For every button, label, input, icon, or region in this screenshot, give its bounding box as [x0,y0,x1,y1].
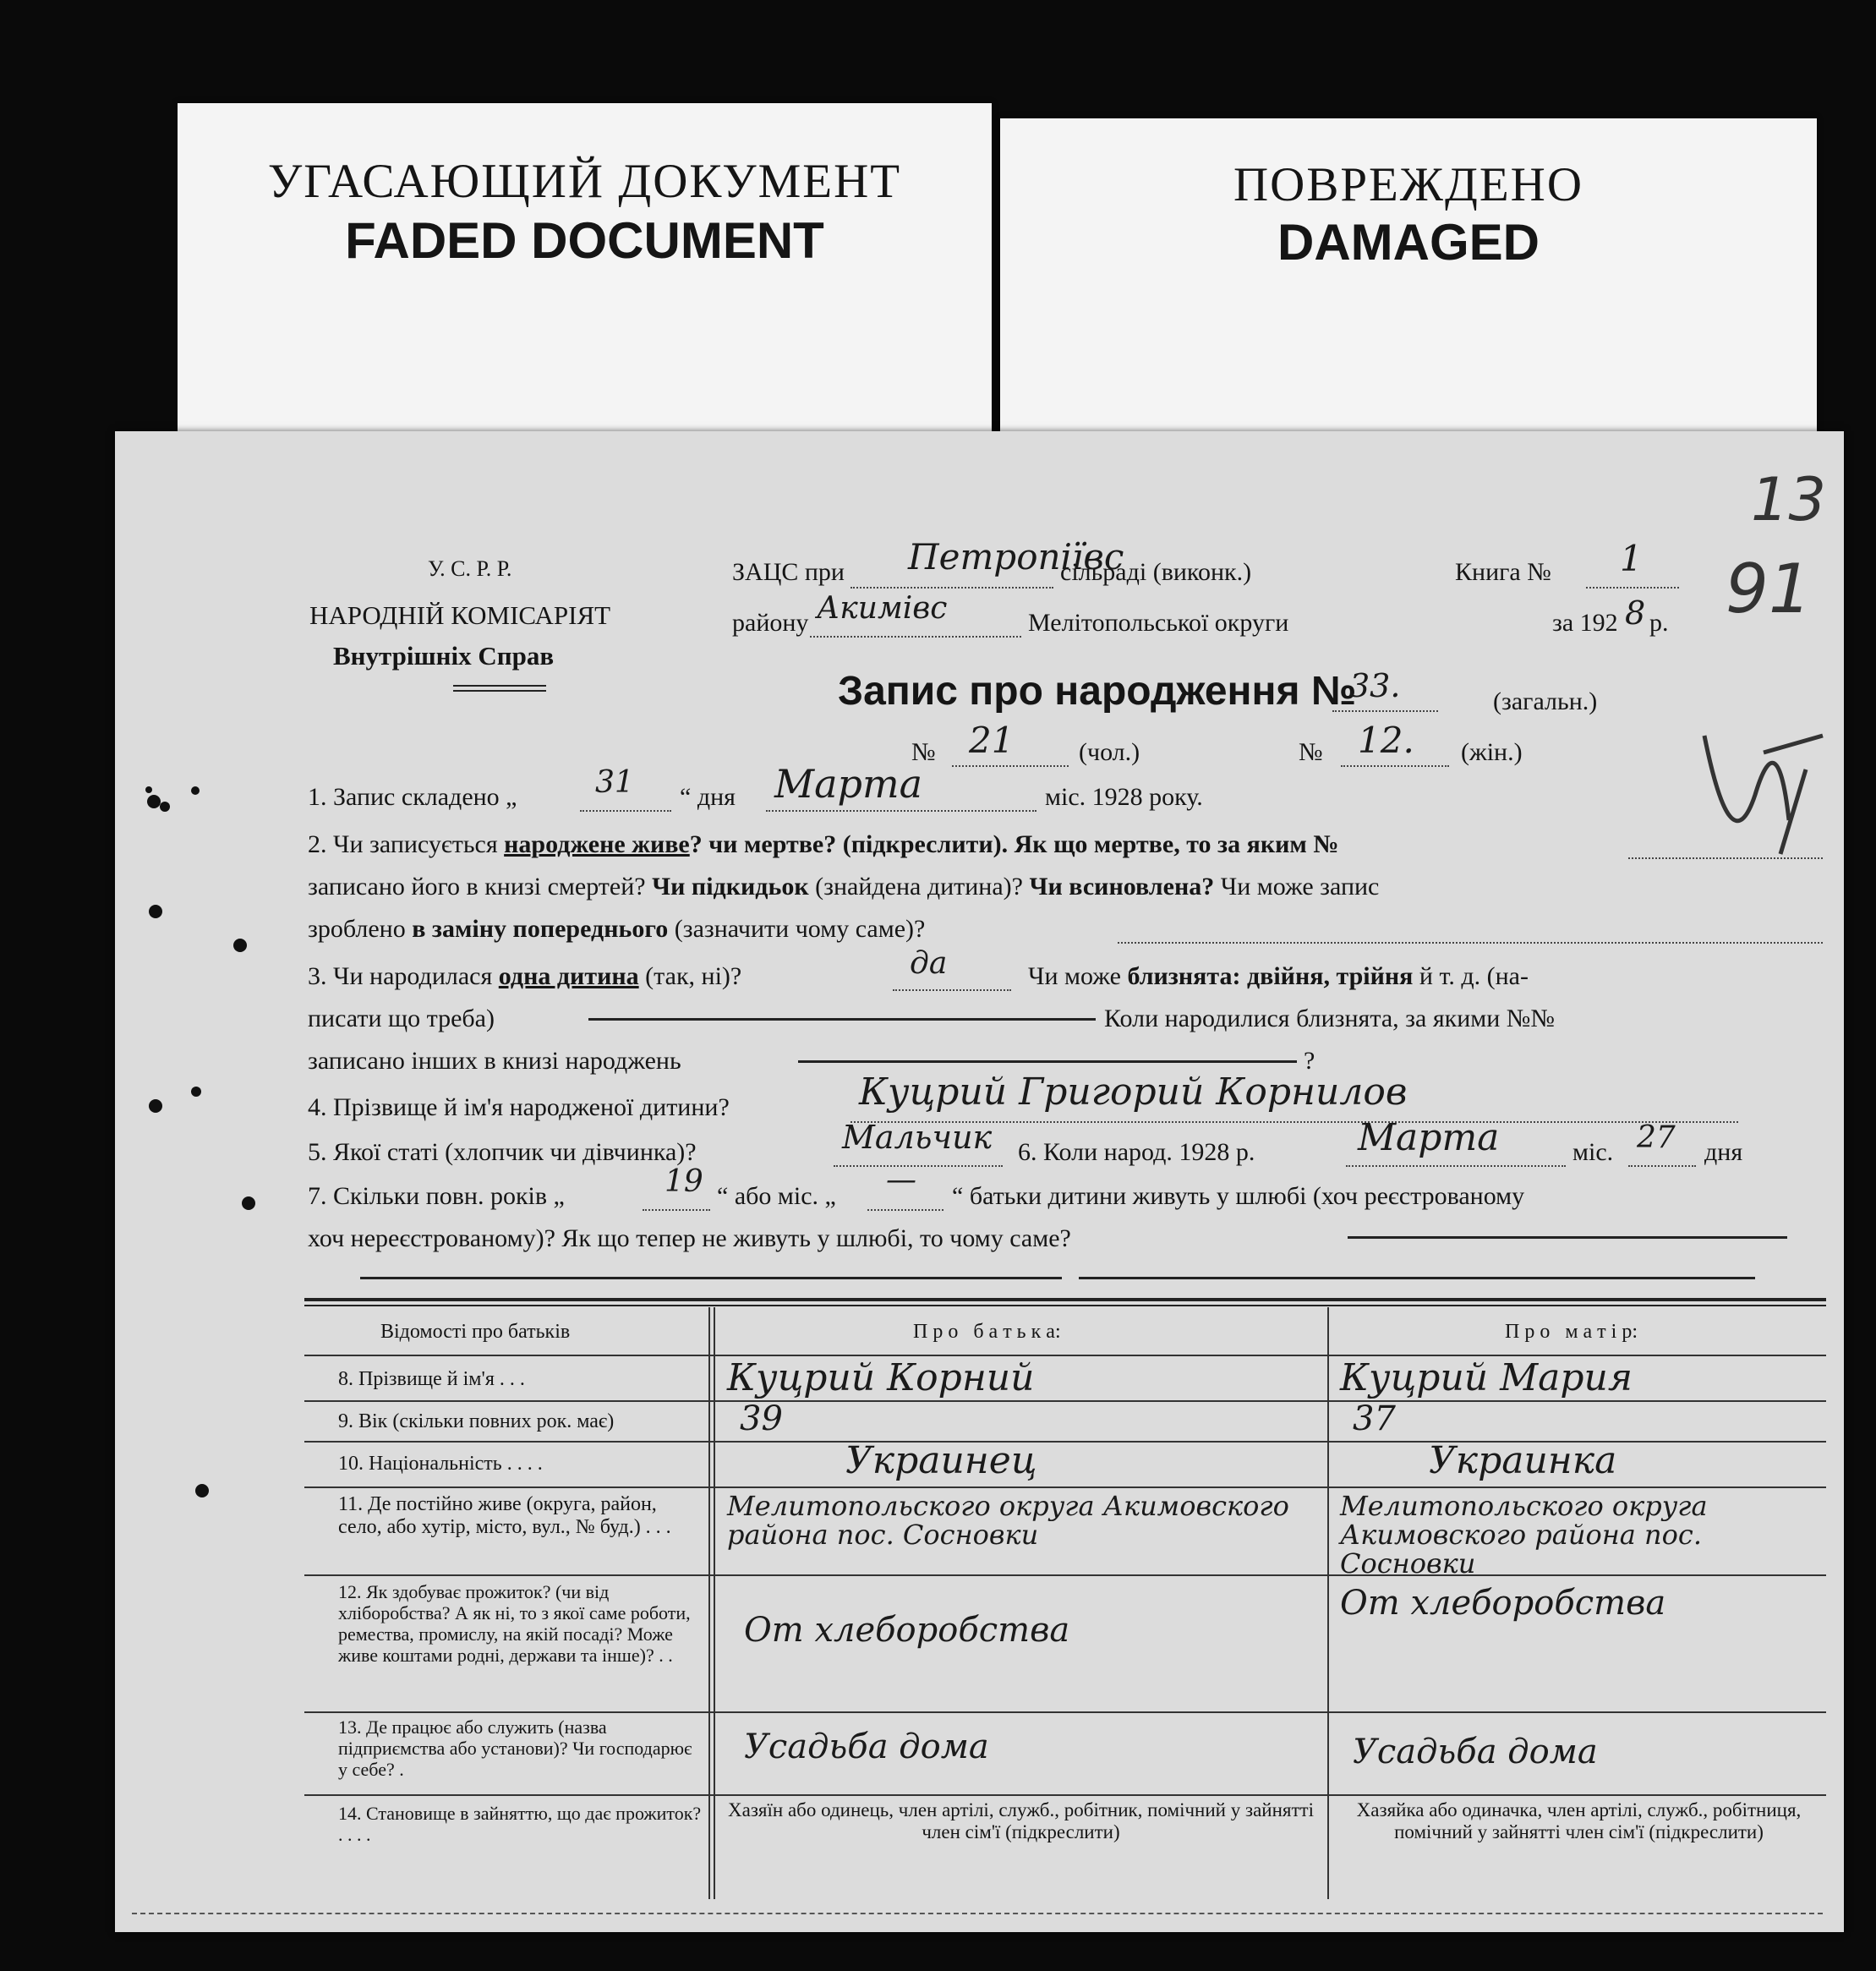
row-9-father: 39 [740,1399,783,1438]
q7-months-value: — [886,1163,916,1197]
zhin-value: 12. [1358,720,1414,761]
row-10-label: 10. Національність . . . . [338,1453,543,1475]
q2-line1: 2. Чи записується народжене живе? чи мертве? (підкреслити). Як що мертве, то за яким № [308,830,1339,858]
margin-scribble [1687,719,1831,862]
faded-document-card [178,103,992,467]
punch-hole [191,786,200,795]
birth-record-form: 13 91 У. С. Р. Р. НАРОДНІЙ КОМІСАРІЯТ Внутрішніх Справ ЗАЦС при Петропіївс сільраді (виконк.) Книга № 1 району Акимівс Мелітопольської округи за 192 8 р. Запис про народження № 33. (загальн.) № 21 (чол.) № 12. (жін.) 1. Запис складено „ 31 “ дня Марта міс. 1928 року. 2. Чи записується народжене живе? чи мертве? (підкреслити). Як що мертве, то за яким № записано його в книзі смертей? Чи підкидьок (знайдена дитина)? Чи всиновлена? Чи може запис зроблено в заміну попереднього (зазначити чому саме)? 3. Чи народилася одна дитина (так, ні)? да Чи може близнята: двійня, трійня й т. д. (на- писати що треба) Коли народилися близнята, за якими №№ записано інших в книзі народжень ? 4. Прізвище й ім'я народженої дитини? Куцрий Григорий Корнилов 5. Якої статі (хлопчик чи дівчинка)? Мальчик 6. Коли народ. 1928 р. Марта міс. 27 дня 7. Скільки повн. років „ 19 “ або міс. „ — “ батьки дитини живуть у шлюбі (хоч реєстрованому хоч нереєстрованому)? Як що тепер не живуть у шлюбі, то чому саме? Відомості про батьків П р о б а т ь к а: П р о м а т і р: 8. Прізвище й ім'я . . . Куцрий Корний Куцрий Мария 9. Вік (скільки повних рок. має) 39 37 10. Національність . . . . Украинец Украинка 11. Де постійно живе (округа, район, село, або хутір, місто, вул., № буд.) . . . Мелитопольского округа Акимовского района пос. Сосновки Мелитопольского округа Акимовского района пос. Сосновки 12. Як здобуває прожиток? (чи від хліборобства? А як ні, то з якої саме роботи, ремества, промислу, на якій посаді? Може живе коштами родні, держави та інше)? . . От хлеборобства От хлеборобства 13. Де працює або служить (назва підприємства або установи)? Чи господарює у себе? . Усадьба дома Усадьба дома 14. Становище в зайняттю, що дає прожиток? . . . . Хазяїн або одинець, член артілі, служб., робітник, помічний у зайнятті член сім'ї (підкреслити) Хазяйка або одиначка, член артілі, служб., робітниця, помічний у зайнятті член сім'ї (підкреслити) [115,431,1844,1932]
q6-month-value: Марта [1358,1116,1500,1159]
q3-line2-a: писати що треба) [308,1005,495,1032]
row-12-father: От хлеборобства [744,1611,1070,1650]
ussr-abbrev: У. С. Р. Р. [428,556,512,581]
q1-day-label: “ дня [680,783,736,811]
punch-hole [149,905,162,918]
punch-hole [147,795,161,808]
zagaln-label: (загальн.) [1493,687,1598,715]
margin-number-top: 13 [1751,465,1827,534]
q4-label: 4. Прізвище й ім'я народженої дитини? [308,1093,730,1121]
faded-label-en: FADED DOCUMENT [345,212,824,269]
punch-hole [145,786,152,793]
record-title: Запис про народження № [838,669,1357,714]
q7-line1-a: 7. Скільки повн. років „ [308,1182,565,1210]
row-10-father: Украинец [845,1439,1037,1482]
q6-day-value: 27 [1637,1120,1676,1155]
parents-table [304,1307,1826,1899]
table-top-rule [304,1298,1826,1301]
q5-label: 5. Якої статі (хлопчик чи дівчинка)? [308,1138,697,1166]
row-8-father: Куцрий Корний [727,1356,1035,1399]
col-head-info: Відомості про батьків [380,1321,571,1343]
za-year-value: 8 [1625,594,1646,632]
damaged-document-card [1000,118,1817,465]
col-head-mother: П р о м а т і р: [1505,1321,1638,1343]
row-10-mother: Украинка [1429,1439,1617,1482]
zhin-label: № [1299,738,1323,766]
faded-label-ru: УГАСАЮЩИЙ ДОКУМЕНТ [267,155,902,208]
chol-label: № [911,738,936,766]
row-9-label: 9. Вік (скільки повних рок. має) [338,1410,615,1432]
silradi-label: сільраді (виконк.) [1060,558,1252,586]
row-14-label: 14. Становище в зайняттю, що дає прожиток? . . . . [338,1803,702,1845]
row-8-label: 8. Прізвище й ім'я . . . [338,1368,525,1390]
row-13-father: Усадьба дома [744,1727,989,1766]
internal-affairs: Внутрішніх Справ [333,641,555,671]
kniga-value: 1 [1620,538,1643,579]
q7-years-value: 19 [665,1164,703,1199]
chol-suffix: (чол.) [1079,738,1140,766]
rayon-label: району [732,609,809,637]
row-9-mother: 37 [1353,1399,1396,1438]
q1-month-value: Марта [774,761,923,807]
q2-line3: зроблено в заміну попереднього (зазначити чому саме)? [308,915,926,943]
q2-line2: записано його в книзі смертей? Чи підкидьок (знайдена дитина)? Чи всиновлена? Чи може запис [308,873,1380,901]
margin-number-side: 91 [1726,550,1812,628]
punch-hole [233,939,247,952]
q1-prefix: 1. Запис складено „ [308,783,517,811]
row-14-father: Хазяїн або одинець, член артілі, служб., робітник, помічний у зайнятті член сім'ї (підкреслити) [728,1799,1314,1842]
q3-value: да [910,946,948,981]
q3-line1-cont: Чи може близнята: двійня, трійня й т. д. (на- [1028,962,1529,990]
row-14-mother: Хазяйка або одиначка, член артілі, служб., робітниця, помічний у зайнятті член сім'ї (підкреслити) [1356,1799,1802,1842]
za-year-label: за 192 [1552,609,1618,637]
q5-value: Мальчик [842,1119,993,1156]
zags-label: ЗАЦС при [732,558,845,586]
record-number: 33. [1349,667,1401,704]
q1-suffix: міс. 1928 року. [1045,783,1203,811]
q1-day-value: 31 [595,765,634,800]
row-8-mother: Куцрий Мария [1340,1356,1633,1399]
q6-label: 6. Коли народ. 1928 р. [1018,1138,1255,1166]
za-year-suffix: р. [1649,609,1669,637]
rayon-value: Акимівс [817,591,948,626]
zhin-suffix: (жін.) [1461,738,1523,766]
q7-line1-c: “ батьки дитини живуть у шлюбі (хоч реєстрованому [952,1182,1525,1210]
col-head-father: П р о б а т ь к а: [913,1321,1061,1343]
commissariat-title: НАРОДНІЙ КОМІСАРІЯТ [309,600,611,630]
q3-line3: записано інших в книзі народжень [308,1047,681,1075]
row-11-label: 11. Де постійно живе (округа, район, село, або хутір, місто, вул., № буд.) . . . [338,1493,671,1538]
table-top-rule-2 [304,1305,1826,1306]
punch-hole [242,1196,255,1210]
zags-value: Петропіївс [908,536,1124,578]
q7-line1-b: “ або міс. „ [717,1182,836,1210]
damaged-label-ru: ПОВРЕЖДЕНО [1233,158,1583,211]
chol-value: 21 [969,720,1015,761]
row-13-label: 13. Де працює або служить (назва підприємства або установи)? Чи господарює у себе? . [338,1716,692,1780]
kniga-label: Книга № [1455,558,1551,586]
row-11-mother: Мелитопольского округа Акимовского района пос. Сосновки [1340,1490,1708,1580]
damaged-label-en: DAMAGED [1277,214,1540,271]
row-11-father: Мелитопольского округа Акимовского района пос. Сосновки [727,1490,1289,1551]
row-12-label: 12. Як здобуває прожиток? (чи від хліборобства? А як ні, то з якої саме роботи, ремества, промислу, на якій посаді? Може живе коштами родні, держави та інше)? . . [338,1581,691,1666]
q4-value: Куцрий Григорий Корнилов [859,1070,1408,1114]
okrug-label: Мелітопольської округи [1028,609,1289,637]
punch-hole [191,1087,201,1097]
punch-hole [195,1484,209,1497]
q6-dnya-label: дня [1704,1138,1743,1166]
punch-hole [149,1099,162,1113]
q3-line2-b: Коли народилися близнята, за якими №№ [1104,1005,1556,1032]
punch-hole [160,802,170,812]
q7-line2: хоч нереєстрованому)? Як що тепер не живуть у шлюбі, то чому саме? [308,1224,1071,1252]
row-12-mother: От хлеборобства [1340,1584,1666,1623]
q6-mis-label: міс. [1572,1138,1614,1166]
row-13-mother: Усадьба дома [1353,1733,1598,1771]
q3-line1: 3. Чи народилася одна дитина (так, ні)? [308,962,742,990]
